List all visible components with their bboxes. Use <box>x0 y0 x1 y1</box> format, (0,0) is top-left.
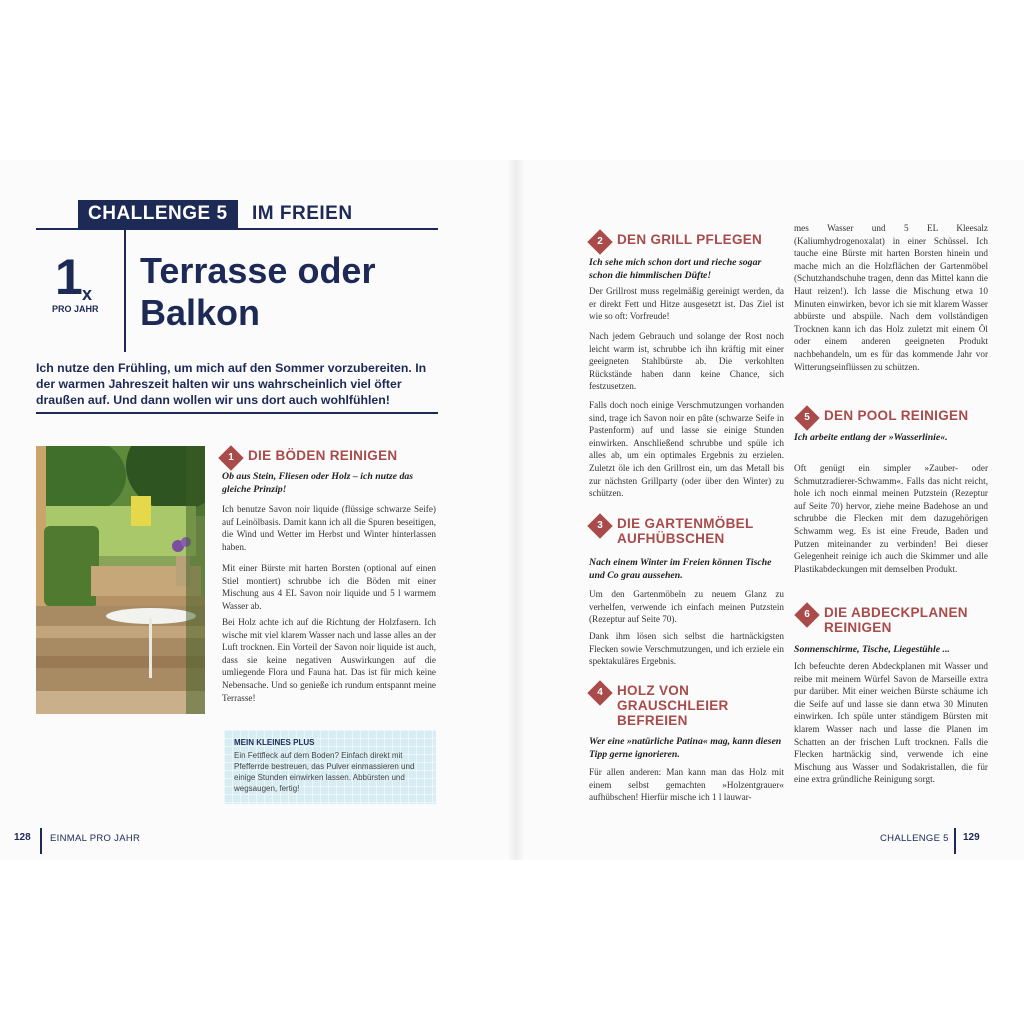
footer-bar-left <box>40 828 42 854</box>
footer-text-left: EINMAL PRO JAHR <box>50 833 141 844</box>
section-2-para-2: Nach jedem Gebrauch und solange der Rost noch leicht warm ist, schrubbe ich ihn kräftig mit einer geeigneten Stahlbürste ab. Die verkohlten Rückstände haben dann keine Chance, sich festzusetzen. <box>589 331 784 392</box>
challenge-label: CHALLENGE 5 <box>78 200 238 228</box>
section-4-badge: 4 <box>587 680 612 705</box>
section-1-title: DIE BÖDEN REINIGEN <box>248 448 398 463</box>
section-4-heading <box>591 683 747 728</box>
garden-photo-image <box>36 446 205 714</box>
section-1-para-1: Ich benutze Savon noir liquide (flüssige schwarze Seife) auf Leinölbasis. Damit kann ich all die Spuren beseitigen, die Wind und Wetter im Herbst und Winter hinterlassen haben. <box>222 504 436 552</box>
section-6-badge: 6 <box>794 602 819 627</box>
page-title-line2: Balkon <box>140 292 261 333</box>
section-5-heading <box>798 408 968 427</box>
frequency-x: x <box>82 284 93 304</box>
tip-text: Ein Fettfleck auf dem Boden? Einfach direkt mit Pfefferrde bestreuen, das Pulver einmassieren und einige Stunden einwirken lassen. Abbürsten und wegsaugen, fertig! <box>234 751 415 793</box>
tip-title: MEIN KLEINES PLUS <box>234 738 315 747</box>
section-3-para-2: Dank ihm lösen sich selbst die hartnäckigsten Flecken sowie Verschmutzungen, und ich erziele ein spektakuläres Ergebnis. <box>589 631 784 667</box>
page-title <box>140 250 440 334</box>
garden-photo <box>36 446 205 714</box>
challenge-topic: IM FREIEN <box>252 203 353 224</box>
footer-text-right: CHALLENGE 5 <box>880 833 949 844</box>
section-6-lead: Sonnenschirme, Tische, Liegestühle ... <box>794 644 950 655</box>
frequency-sub: PRO JAHR <box>52 304 99 314</box>
section-2-lead: Ich sehe mich schon dort und rieche sogar schon die himmlischen Düfte! <box>589 257 762 281</box>
section-5-title: DEN POOL REINIGEN <box>824 408 969 423</box>
section-2-badge: 2 <box>587 229 612 254</box>
section-2-heading <box>591 232 762 251</box>
page-title-line1: Terrasse oder <box>140 250 376 291</box>
section-5-badge: 5 <box>794 405 819 430</box>
section-3-heading <box>591 516 767 546</box>
section-6-heading <box>798 605 984 635</box>
section-5-para-1: Oft genügt ein simpler »Zauber- oder Schmutzradierer-Schwamm«. Falls das nicht reicht, hole ich noch einmal meinen Putzstein (Rezeptur auf Seite 70) hervor, ziehe meine Badehose an und schrubbe die Flecken mit dem dazugehörigen Schwamm weg. Es ist eine Freude, Baden und Putzen miteinander zu verbinden! Bei dieser Gelegenheit reinige ich auch die Skimmer und alle Plastikabdeckungen mit demselben Produkt. <box>794 463 988 574</box>
section-2-para-3: Falls doch noch einige Verschmutzungen vorhanden sind, trage ich Savon noir en pâte (schwarze Seife in Pastenform) auf und lasse sie einige Stunden einwirken. Anschließend schrubbe und spüle ich alles ab, um ein optimales Ergebnis zu erzielen. Zuletzt öle ich den Grillrost ein, um das Metall bis zur nächsten Grillparty (oder über den Winter) zu schützen. <box>589 400 784 499</box>
frequency-number: 1 <box>55 249 83 305</box>
header-rule <box>36 228 438 230</box>
section-1-para-3: Bei Holz achte ich auf die Richtung der Holzfasern. Ich wische mit viel klarem Wasser nach und lasse alles an der Luft trocknen. Ein Vorteil der Savon noir liquide ist auch, dass sie keine negativen Auswirkungen auf die umliegende Flora und Fauna hat. Das ist für mich keine Nebensache. Und so genieße ich rundum entspannt meine Terrasse! <box>222 617 436 703</box>
section-1-heading <box>222 448 397 467</box>
section-2-para-1: Der Grillrost muss regelmäßig gereinigt werden, da er direkt Fett und Hitze ausgesetzt ist. Das Ziel ist wie so oft: Vorfreude! <box>589 286 784 322</box>
section-2-title: DEN GRILL PFLEGEN <box>617 232 763 247</box>
section-6-para-1: Ich befeuchte deren Abdeckplanen mit Wasser und reibe mit meinem Würfel Savon de Marseille extra pur darüber. Mit einer weichen Bürste schäume ich die Seife auf und lasse sie dann etwa 30 Minuten einwirken. Ich spüle unter ständigem Bürsten mit klarem Wasser nach und lasse die Planen im Schatten an der frischen Luft trocknen. Falls die Flecken hartnäckig sind, verwende ich eine Mischung aus Wasser und Sodakristallen, die für eine extra gründliche Reinigung sorgt. <box>794 661 988 785</box>
tip-box <box>224 730 436 804</box>
section-4-lead: Wer eine »natürliche Patina« mag, kann diesen Tipp gerne ignorieren. <box>589 736 782 760</box>
footer-page-right: 129 <box>963 832 980 843</box>
section-3-para-1: Um den Gartenmöbeln zu neuem Glanz zu verhelfen, verwende ich einfach meinen Putzstein (Rezeptur auf Seite 70). <box>589 589 784 625</box>
section-6-title: DIE ABDECKPLANEN REINIGEN <box>824 605 968 635</box>
section-3-title: DIE GARTENMÖBEL AUFHÜBSCHEN <box>617 516 754 546</box>
footer-bar-right <box>954 828 956 854</box>
footer-page-left: 128 <box>14 832 31 843</box>
section-4-title: HOLZ VON GRAUSCHLEIER BEFREIEN <box>617 683 729 728</box>
section-1-lead: Ob aus Stein, Fliesen oder Holz – ich nutze das gleiche Prinzip! <box>222 471 414 495</box>
section-4-para-1: Für allen anderen: Man kann man das Holz mit einem selbst gemachten »Holzentgrauer« aufhübschen! Hierfür mische ich 1 l lauwar- <box>589 767 784 803</box>
section-4-continuation: mes Wasser und 5 EL Kleesalz (Kaliumhydrogenoxalat) in einer Schüssel. Ich tauche eine Bürste mit harten Borsten hinein und mache mich an die Holzflächen der Gartenmöbel (Schutzhandschuhe tragen, denn das Mittel kann die Haut reizen!). Ich lasse die Mischung etwa 10 Minuten einwirken, bevor ich sie mit klarem Wasser abbürste und abspüle. Nach dem vollständigen Trocknen kann ich das Holz zuletzt mit einem Öl oder einem anderen geeigneten Produkt nachbehandeln, um es für das kommende Jahr vor Witterungseinflüssen zu schützen. <box>794 223 988 372</box>
intro-text: Ich nutze den Frühling, um mich auf den Sommer vorzubereiten. In der warmen Jahreszeit halten wir uns wahrscheinlich viel öfter draußen auf. Und dann wollen wir uns dort auch wohlfühlen! <box>36 361 427 407</box>
section-3-badge: 3 <box>587 513 612 538</box>
section-3-lead: Nach einem Winter im Freien können Tische und Co grau aussehen. <box>589 557 772 581</box>
section-5-lead: Ich arbeite entlang der »Wasserlinie«. <box>794 432 948 443</box>
book-gutter <box>508 160 524 860</box>
header-divider <box>124 228 126 352</box>
section-1-para-2: Mit einer Bürste mit harten Borsten (optional auf einen Stiel montiert) schrubbe ich die Böden mit einer Mischung aus 4 EL Savon noir liquide und 5 l warmem Wasser ab. <box>222 563 436 611</box>
intro-rule <box>36 412 438 414</box>
section-1-badge: 1 <box>218 445 243 470</box>
